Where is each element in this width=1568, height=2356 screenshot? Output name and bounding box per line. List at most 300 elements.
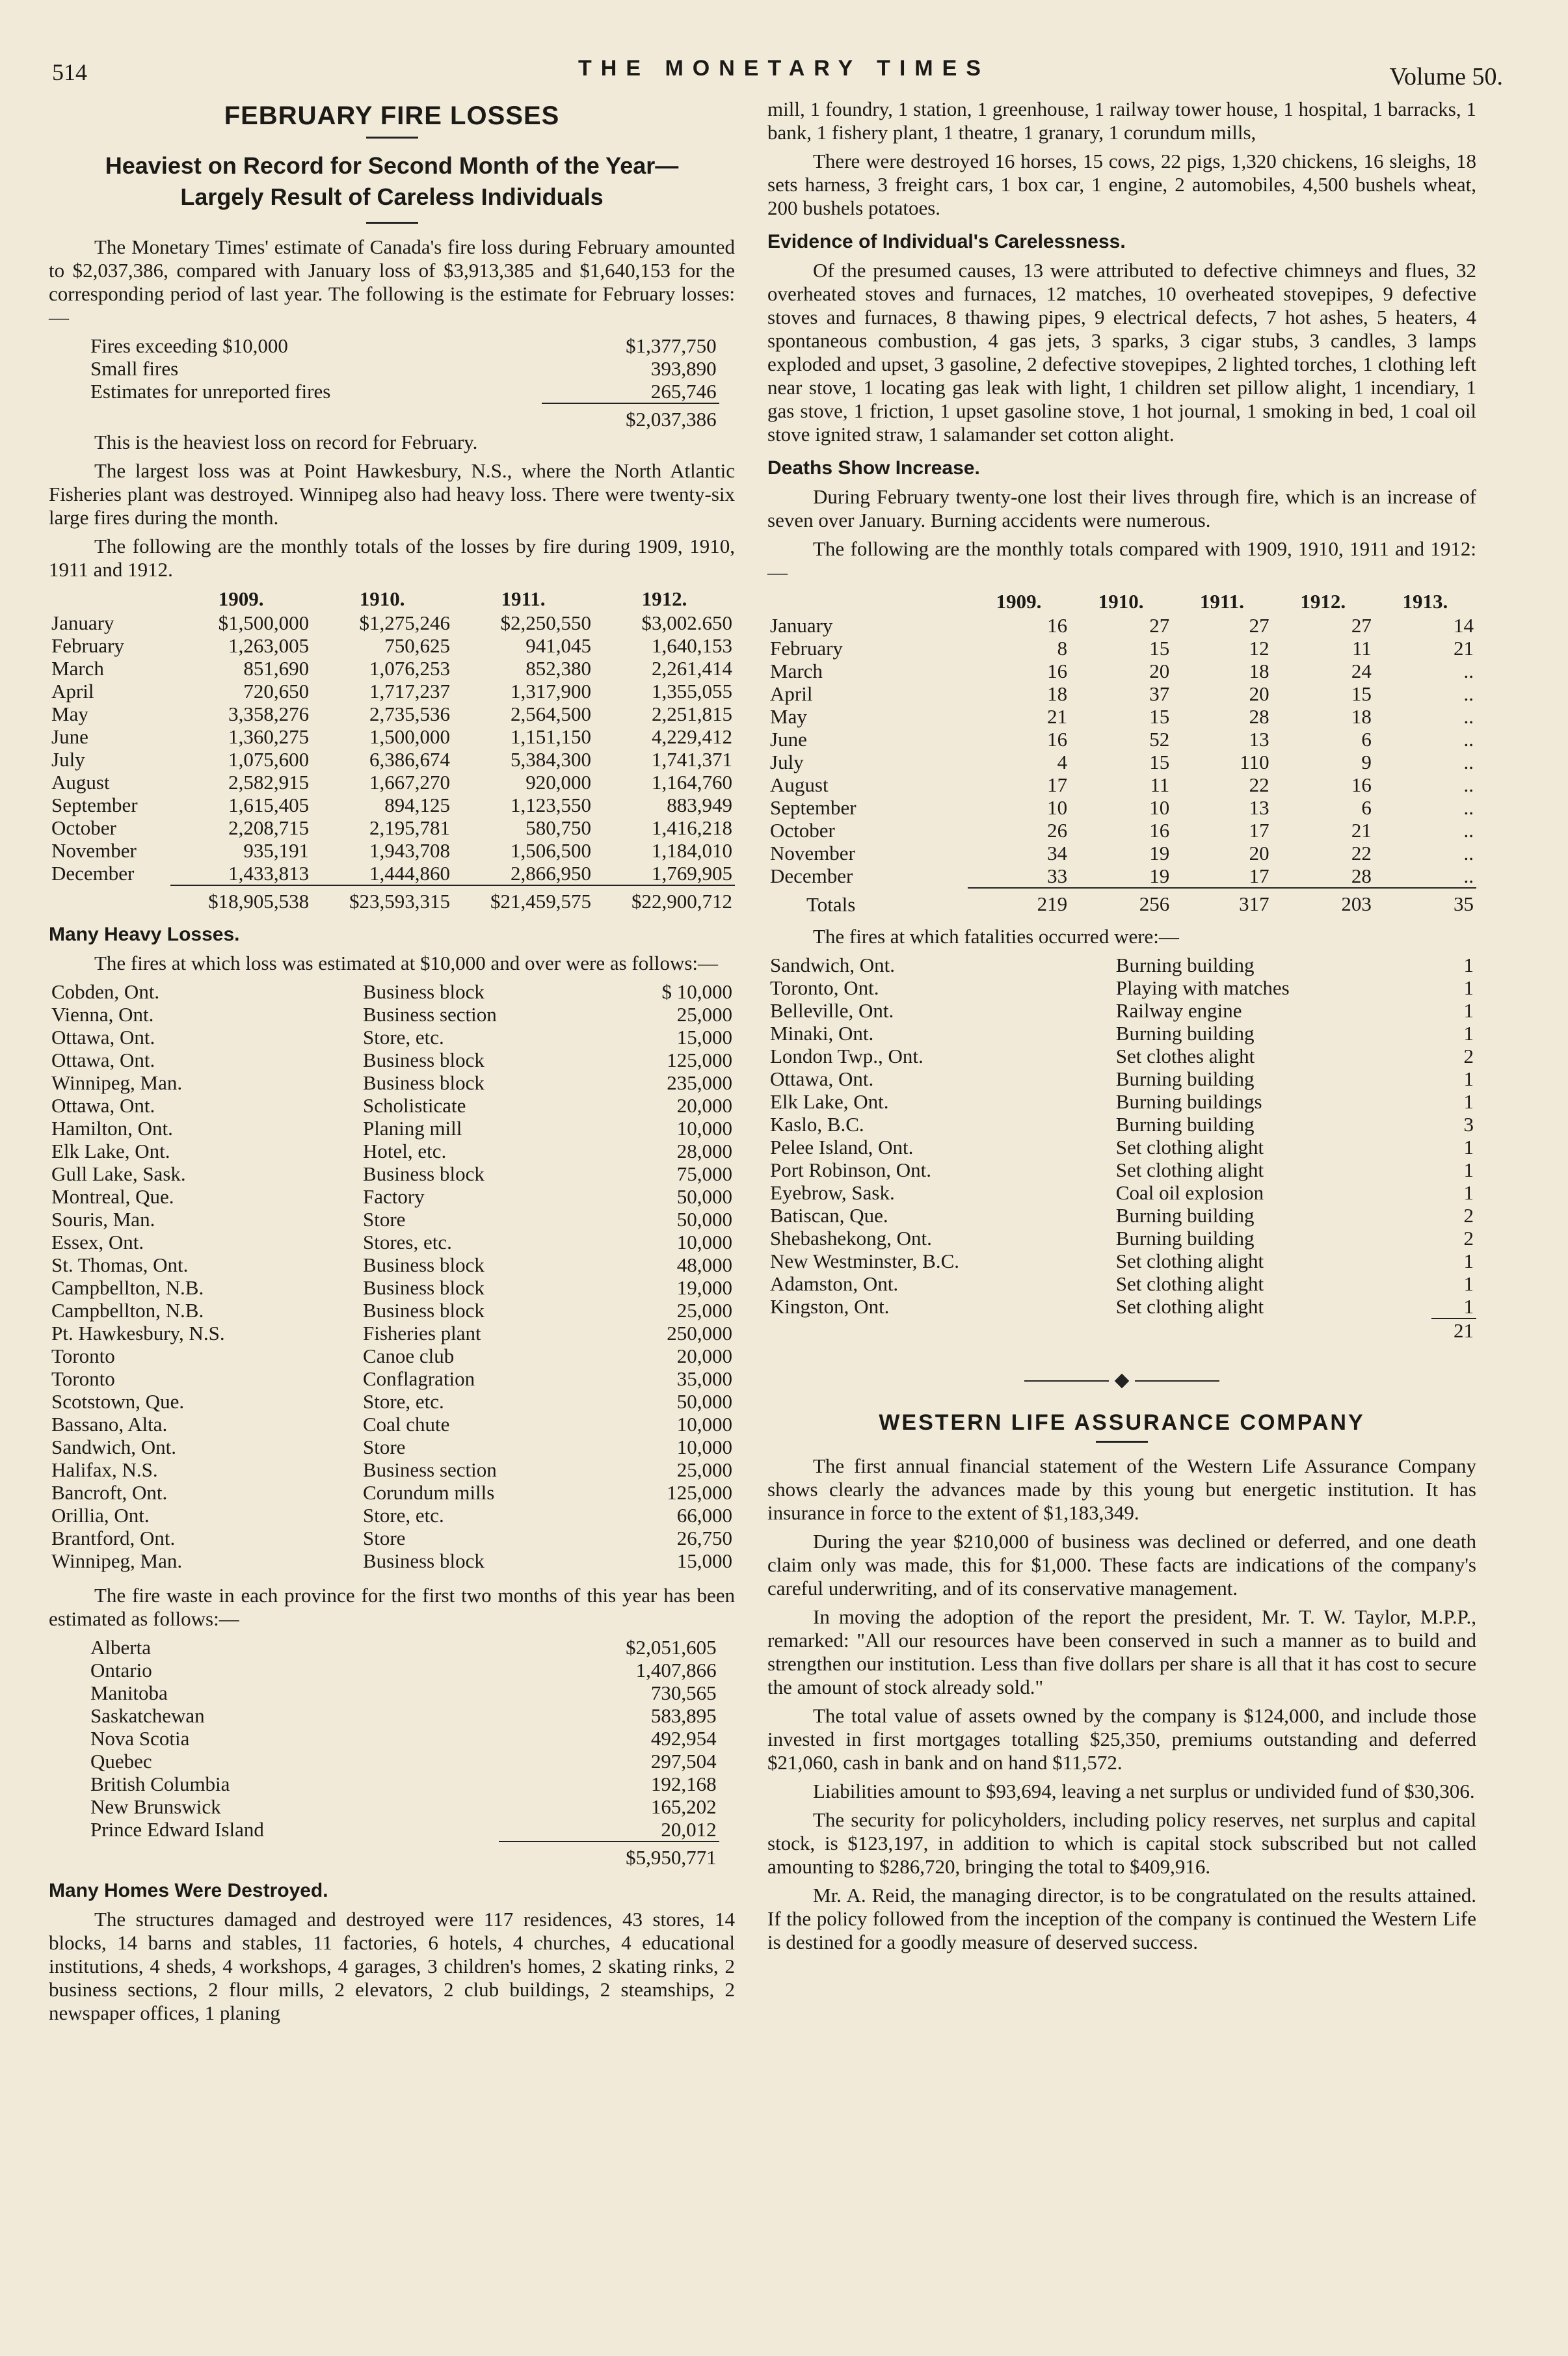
title-rule	[366, 137, 418, 139]
fire-property: Store	[362, 1527, 406, 1549]
fatality-count: 1	[1463, 1181, 1474, 1204]
fire-location: Toronto	[51, 1367, 115, 1390]
loss-value: 851,690	[243, 657, 310, 680]
death-count: 33	[1047, 864, 1068, 887]
heavy-loss-row	[49, 1299, 735, 1322]
summary-total: $2,037,386	[542, 403, 719, 431]
fatality-cause: Burning building	[1115, 1022, 1255, 1045]
fire-location: St. Thomas, Ont.	[51, 1253, 189, 1276]
fire-property: Canoe club	[362, 1345, 455, 1367]
homes-heading: Many Homes Were Destroyed.	[49, 1880, 328, 1901]
deaths-table	[767, 589, 1476, 916]
fire-location: Vienna, Ont.	[51, 1003, 154, 1026]
fatality-count: 1	[1463, 976, 1474, 999]
summary-total-row	[88, 403, 719, 431]
fire-amount: 50,000	[676, 1390, 732, 1413]
fatality-count: 2	[1463, 1227, 1474, 1250]
fatality-location: New Westminster, B.C.	[770, 1250, 960, 1272]
deaths-year-total: 317	[1172, 888, 1271, 916]
loss-value: 1,184,010	[652, 839, 732, 862]
summary-value: $1,377,750	[626, 334, 717, 357]
fire-location: Winnipeg, Man.	[51, 1071, 183, 1094]
deaths-row	[767, 728, 1476, 751]
death-count: ..	[1463, 751, 1474, 773]
death-count: 110	[1240, 751, 1269, 773]
heavy-loss-row	[49, 1253, 735, 1276]
fatality-count: 1	[1463, 954, 1474, 976]
western-life-p3: In moving the adoption of the report the president, Mr. T. W. Taylor, M.P.P., remarked: "All our resources have been conserved in such a manner as to build and strengthen our institution. Less than five dollars per share is all that it has cost to secure the amount of stock already sold."	[767, 1605, 1476, 1698]
fire-amount: 35,000	[676, 1367, 732, 1390]
fire-location: Hamilton, Ont.	[51, 1117, 173, 1140]
fire-amount: 10,000	[676, 1436, 732, 1458]
death-count: 13	[1249, 728, 1269, 751]
province-row	[88, 1681, 719, 1704]
fatality-row	[767, 954, 1476, 976]
fire-property: Store	[362, 1436, 406, 1458]
province-amount: 297,504	[650, 1750, 717, 1773]
death-count: 16	[1047, 660, 1068, 682]
death-count: 19	[1149, 864, 1170, 887]
fire-amount: 66,000	[676, 1504, 732, 1527]
heavy-loss-row	[49, 1413, 735, 1436]
fire-amount: 10,000	[676, 1413, 732, 1436]
fatality-count: 1	[1463, 999, 1474, 1022]
heavy-loss-row	[49, 1071, 735, 1094]
deaths-row	[767, 864, 1476, 888]
summary-label: Estimates for unreported fires	[90, 380, 331, 403]
fatalities-total-row	[767, 1319, 1476, 1342]
fire-location: Cobden, Ont.	[51, 980, 160, 1003]
left-column	[49, 98, 735, 2030]
loss-value: 920,000	[525, 771, 592, 794]
death-count: ..	[1463, 660, 1474, 682]
heavy-loss-row	[49, 1162, 735, 1185]
fire-amount: 19,000	[676, 1276, 732, 1299]
deaths-row	[767, 614, 1476, 637]
death-count: 11	[1150, 773, 1170, 796]
fire-location: Ottawa, Ont.	[51, 1026, 155, 1049]
fatality-row	[767, 1227, 1476, 1250]
fire-amount: 20,000	[676, 1345, 732, 1367]
fire-property: Store, etc.	[362, 1504, 444, 1527]
fatalities-table	[767, 954, 1476, 1342]
death-count: ..	[1463, 842, 1474, 864]
province-amount: 730,565	[650, 1681, 717, 1704]
month-label: October	[770, 819, 835, 842]
fire-property: Business section	[362, 1458, 497, 1481]
monthly-row	[49, 862, 735, 885]
death-count: 21	[1047, 705, 1068, 728]
loss-value: $3,002.650	[641, 611, 732, 634]
deaths-paragraph: During February twenty-one lost their lives through fire, which is an increase of seven over January. Burning accidents were numerous.	[767, 485, 1476, 531]
loss-value: $2,250,550	[500, 611, 592, 634]
intro-paragraph: The Monetary Times' estimate of Canada's fire loss during February amounted to $2,037,386, compared with January loss of $3,913,385 and $1,640,153 for the corresponding period of last year. The following is the estimate for February losses:—	[49, 235, 735, 328]
death-count: 17	[1047, 773, 1068, 796]
fire-location: Campbellton, N.B.	[51, 1299, 204, 1322]
fatality-count: 3	[1463, 1113, 1474, 1136]
fire-location: Gull Lake, Sask.	[51, 1162, 186, 1185]
heavy-loss-row	[49, 1436, 735, 1458]
heavy-loss-row	[49, 1140, 735, 1162]
fatality-row	[767, 1022, 1476, 1045]
death-count: 11	[1351, 637, 1372, 660]
fatality-location: Pelee Island, Ont.	[770, 1136, 914, 1158]
loss-value: 2,195,781	[369, 816, 451, 839]
fire-amount: 48,000	[676, 1253, 732, 1276]
fire-amount: 10,000	[676, 1117, 732, 1140]
death-count: 28	[1351, 864, 1372, 887]
western-life-p2: During the year $210,000 of business was declined or deferred, and one death claim only was made, this for $1,000. These facts are indications of the company's careful underwriting, and of its conservative management.	[767, 1530, 1476, 1600]
western-life-p1: The first annual financial statement of the Western Life Assurance Company shows clearly the advances made by this young but energetic institution. It has insurance in force to the extent of $1,183,349.	[767, 1454, 1476, 1524]
death-count: 14	[1454, 614, 1474, 637]
monthly-row	[49, 725, 735, 748]
death-count: 18	[1249, 660, 1269, 682]
year-total: $22,900,712	[594, 885, 735, 913]
heavy-loss-row	[49, 1117, 735, 1140]
loss-value: 750,625	[384, 634, 451, 657]
death-count: 6	[1361, 728, 1372, 751]
fire-amount: 250,000	[667, 1322, 732, 1345]
fatality-count: 1	[1463, 1272, 1474, 1295]
fire-property: Store	[362, 1208, 406, 1231]
fatality-count: 2	[1463, 1204, 1474, 1227]
fire-location: Orillia, Ont.	[51, 1504, 150, 1527]
heavy-loss-row	[49, 1390, 735, 1413]
fatality-location: Adamston, Ont.	[770, 1272, 899, 1295]
monthly-total-row	[49, 885, 735, 913]
year-header: 1911.	[501, 587, 546, 610]
death-count: 27	[1351, 614, 1372, 637]
fire-amount: 10,000	[676, 1231, 732, 1253]
fire-amount: 26,750	[676, 1527, 732, 1549]
death-count: 20	[1249, 842, 1269, 864]
fatality-count: 1	[1463, 1067, 1474, 1090]
province-intro: The fire waste in each province for the first two months of this year has been estimated as follows:—	[49, 1584, 735, 1630]
western-life-rule	[1096, 1441, 1148, 1443]
fire-property: Stores, etc.	[362, 1231, 452, 1253]
summary-label: Fires exceeding $10,000	[90, 334, 288, 357]
deaths-heading: Deaths Show Increase.	[767, 457, 980, 479]
death-count: 28	[1249, 705, 1269, 728]
deaths-row	[767, 637, 1476, 660]
province-amount: 192,168	[650, 1773, 717, 1795]
month-label: September	[51, 794, 138, 816]
fire-property: Business block	[362, 1549, 485, 1572]
volume-label: Volume 50.	[1389, 63, 1503, 90]
fire-location: Souris, Man.	[51, 1208, 155, 1231]
right-column	[767, 98, 1476, 1959]
monthly-row	[49, 816, 735, 839]
heavy-losses-heading: Many Heavy Losses.	[49, 924, 240, 945]
death-count: 15	[1149, 705, 1170, 728]
province-amount: $2,051,605	[626, 1636, 717, 1659]
livestock-paragraph: There were destroyed 16 horses, 15 cows, 22 pigs, 1,320 chickens, 16 sleighs, 18 sets harness, 3 freight cars, 1 box car, 1 engine, 2 automobiles, 4,500 bushels wheat, 200 bushels potatoes.	[767, 150, 1476, 219]
fatality-location: London Twp., Ont.	[770, 1045, 924, 1067]
month-label: April	[770, 682, 813, 705]
fire-property: Business block	[362, 1049, 485, 1071]
death-count: ..	[1463, 705, 1474, 728]
province-amount: 583,895	[650, 1704, 717, 1727]
fatality-row	[767, 1158, 1476, 1181]
death-count: 13	[1249, 796, 1269, 819]
month-label: April	[51, 680, 94, 703]
province-amount: 165,202	[650, 1795, 717, 1818]
death-count: ..	[1463, 682, 1474, 705]
year-total: $23,593,315	[312, 885, 453, 913]
fire-amount: 25,000	[676, 1458, 732, 1481]
fatality-location: Belleville, Ont.	[770, 999, 894, 1022]
death-count: 27	[1249, 614, 1269, 637]
loss-value: 1,075,600	[228, 748, 310, 771]
fire-amount: 25,000	[676, 1299, 732, 1322]
loss-value: 852,380	[525, 657, 592, 680]
fire-property: Hotel, etc.	[362, 1140, 447, 1162]
loss-value: 935,191	[243, 839, 310, 862]
fatality-row	[767, 1272, 1476, 1295]
death-count: 26	[1047, 819, 1068, 842]
province-name: British Columbia	[90, 1773, 230, 1795]
monthly-row	[49, 703, 735, 725]
month-label: December	[51, 862, 135, 885]
heavy-loss-row	[49, 1458, 735, 1481]
death-count: 17	[1249, 864, 1269, 887]
year-header: 1911.	[1199, 590, 1244, 613]
fatalities-total: 21	[1431, 1319, 1476, 1342]
fire-location: Halifax, N.S.	[51, 1458, 158, 1481]
fatality-row	[767, 1067, 1476, 1090]
deaths-year-total: 203	[1272, 888, 1374, 916]
loss-value: 1,741,371	[652, 748, 732, 771]
death-count: ..	[1463, 728, 1474, 751]
death-count: 12	[1249, 637, 1269, 660]
fire-location: Pt. Hawkesbury, N.S.	[51, 1322, 225, 1345]
death-count: 24	[1351, 660, 1372, 682]
province-amount: 1,407,866	[635, 1659, 717, 1681]
month-label: January	[51, 611, 114, 634]
monthly-row	[49, 771, 735, 794]
province-row	[88, 1636, 719, 1659]
structures-continued: mill, 1 foundry, 1 station, 1 greenhouse, 1 railway tower house, 1 hospital, 1 barracks, 1 bank, 1 fishery plant, 1 theatre, 1 granary, 1 corundum mills,	[767, 98, 1476, 144]
month-label: June	[51, 725, 88, 748]
loss-value: 1,317,900	[511, 680, 592, 703]
province-total-row	[88, 1841, 719, 1869]
heavy-loss-row	[49, 1276, 735, 1299]
heavy-loss-row	[49, 980, 735, 1003]
loss-value: 1,360,275	[228, 725, 310, 748]
fatality-location: Batiscan, Que.	[770, 1204, 888, 1227]
loss-value: 1,717,237	[369, 680, 451, 703]
death-count: 20	[1149, 660, 1170, 682]
fatality-cause: Burning building	[1115, 1227, 1255, 1250]
deaths-row	[767, 682, 1476, 705]
death-count: 19	[1149, 842, 1170, 864]
death-count: 15	[1351, 682, 1372, 705]
deaths-year-total: 35	[1374, 888, 1476, 916]
loss-value: 4,229,412	[652, 725, 732, 748]
province-name: Alberta	[90, 1636, 151, 1659]
month-label: March	[770, 660, 823, 682]
death-count: 15	[1149, 751, 1170, 773]
fire-amount: 25,000	[676, 1003, 732, 1026]
fire-location: Ottawa, Ont.	[51, 1049, 155, 1071]
fire-property: Factory	[362, 1185, 425, 1208]
fatality-row	[767, 976, 1476, 999]
fatality-row	[767, 999, 1476, 1022]
death-count: 20	[1249, 682, 1269, 705]
fatality-count: 1	[1463, 1250, 1474, 1272]
province-name: Prince Edward Island	[90, 1818, 264, 1841]
fire-location: Scotstown, Que.	[51, 1390, 185, 1413]
loss-value: 2,866,950	[511, 862, 592, 885]
monthly-row	[49, 839, 735, 862]
heavy-loss-row	[49, 1322, 735, 1345]
death-count: 37	[1149, 682, 1170, 705]
loss-value: 720,650	[243, 680, 310, 703]
month-label: July	[51, 748, 85, 771]
deaths-row	[767, 796, 1476, 819]
death-count: 18	[1047, 682, 1068, 705]
loss-value: 6,386,674	[369, 748, 451, 771]
loss-value: 1,640,153	[652, 634, 732, 657]
province-name: Saskatchewan	[90, 1704, 205, 1727]
fire-location: Toronto	[51, 1345, 115, 1367]
loss-value: 1,444,860	[369, 862, 451, 885]
evidence-paragraph: Of the presumed causes, 13 were attributed to defective chimneys and flues, 32 overheated stoves and furnaces, 12 matches, 10 overheated stovepipes, 9 defective stoves and furnaces, 8 thawing pipes, 9 electrical defects, 7 hot ashes, 5 heaters, 4 spontaneous combustion, 4 gas jets, 3 sparks, 3 cigar stubs, 3 candles, 3 lamps exploded and upset, 3 gasoline, 2 defective stovepipes, 2 lighted torches, 1 clothing left near stove, 1 locating gas leak with light, 1 children set pillow alight, 1 incendiary, 1 gas stove, 1 friction, 1 upset gasoline stove, 1 hot journal, 1 smoking in bed, 1 coal oil stove ignited straw, 1 salamander set cotton alight.	[767, 259, 1476, 446]
deaths-row	[767, 773, 1476, 796]
fatality-row	[767, 1181, 1476, 1204]
month-label: October	[51, 816, 116, 839]
month-label: May	[51, 703, 88, 725]
deaths-intro: The following are the monthly totals compared with 1909, 1910, 1911 and 1912:—	[767, 537, 1476, 583]
year-header: 1912.	[1300, 590, 1346, 613]
monthly-losses-table	[49, 587, 735, 913]
death-count: 22	[1249, 773, 1269, 796]
fire-amount: 50,000	[676, 1185, 732, 1208]
fire-property: Store, etc.	[362, 1026, 444, 1049]
loss-value: 2,251,815	[652, 703, 732, 725]
western-life-title: WESTERN LIFE ASSURANCE COMPANY	[879, 1410, 1365, 1435]
loss-value: 2,208,715	[228, 816, 310, 839]
province-row	[88, 1818, 719, 1841]
loss-value: 1,263,005	[228, 634, 310, 657]
fire-amount: $ 10,000	[661, 980, 732, 1003]
fire-property: Business block	[362, 1162, 485, 1185]
fire-amount: 50,000	[676, 1208, 732, 1231]
year-header: 1910.	[359, 587, 405, 610]
fatalities-intro: The fires at which fatalities occurred were:—	[813, 925, 1179, 948]
deaths-totals-label: Totals	[806, 893, 856, 916]
fire-amount: 15,000	[676, 1026, 732, 1049]
heavy-loss-row	[49, 1003, 735, 1026]
year-header: 1913.	[1402, 590, 1448, 613]
loss-value: 1,355,055	[652, 680, 732, 703]
heavy-loss-row	[49, 1185, 735, 1208]
fire-property: Business block	[362, 980, 485, 1003]
fatality-location: Port Robinson, Ont.	[770, 1158, 932, 1181]
subtitle-line-1: Heaviest on Record for Second Month of the Year—	[105, 152, 679, 179]
heavy-loss-row	[49, 1049, 735, 1071]
western-life-p6: The security for policyholders, including policy reserves, net surplus and capital stock, is $123,197, in addition to which is capital stock subscribed but not called amounting to $286,720, bringing the total to $409,916.	[767, 1808, 1476, 1878]
deaths-total-row	[767, 888, 1476, 916]
year-header: 1912.	[641, 587, 687, 610]
death-count: 15	[1149, 637, 1170, 660]
death-count: 17	[1249, 819, 1269, 842]
summary-row	[88, 357, 719, 380]
fatality-location: Elk Lake, Ont.	[770, 1090, 889, 1113]
fatality-row	[767, 1204, 1476, 1227]
fire-location: Ottawa, Ont.	[51, 1094, 155, 1117]
summary-table	[88, 334, 719, 431]
heavy-loss-row	[49, 1231, 735, 1253]
fatality-cause: Burning building	[1115, 1067, 1255, 1090]
subtitle-rule	[366, 222, 418, 224]
fire-property: Business block	[362, 1071, 485, 1094]
province-row	[88, 1750, 719, 1773]
western-life-p5: Liabilities amount to $93,694, leaving a net surplus or undivided fund of $30,306.	[813, 1780, 1475, 1802]
monthly-row	[49, 794, 735, 816]
month-label: September	[770, 796, 857, 819]
deaths-row	[767, 660, 1476, 682]
fatality-cause: Burning building	[1115, 954, 1255, 976]
month-label: December	[770, 864, 853, 887]
loss-value: 883,949	[667, 794, 732, 816]
death-count: ..	[1463, 864, 1474, 887]
death-count: 21	[1454, 637, 1474, 660]
death-count: 9	[1361, 751, 1372, 773]
loss-value: 3,358,276	[228, 703, 310, 725]
loss-value: 894,125	[384, 794, 451, 816]
heavy-loss-row	[49, 1549, 735, 1572]
fatality-location: Kingston, Ont.	[770, 1295, 890, 1318]
fatality-location: Sandwich, Ont.	[770, 954, 896, 976]
death-count: 21	[1351, 819, 1372, 842]
death-count: 8	[1057, 637, 1068, 660]
loss-value: 1,433,813	[228, 862, 310, 885]
fire-location: Winnipeg, Man.	[51, 1549, 183, 1572]
fatality-location: Minaki, Ont.	[770, 1022, 874, 1045]
loss-value: 1,615,405	[228, 794, 310, 816]
death-count: 34	[1047, 842, 1068, 864]
death-count: 18	[1351, 705, 1372, 728]
fire-property: Business block	[362, 1299, 485, 1322]
fatality-cause: Playing with matches	[1115, 976, 1290, 999]
death-count: 52	[1149, 728, 1170, 751]
death-count: 27	[1149, 614, 1170, 637]
fatality-location: Eyebrow, Sask.	[770, 1181, 895, 1204]
fatality-row	[767, 1136, 1476, 1158]
deaths-year-total: 256	[1070, 888, 1172, 916]
province-row	[88, 1659, 719, 1681]
fire-property: Scholisticate	[362, 1094, 466, 1117]
deaths-row	[767, 842, 1476, 864]
province-name: New Brunswick	[90, 1795, 221, 1818]
fatality-count: 1	[1463, 1090, 1474, 1113]
fatality-row	[767, 1045, 1476, 1067]
western-life-p4: The total value of assets owned by the company is $124,000, and include those invested in first mortgages totalling $25,350, premiums outstanding and deferred $21,060, cash in bank and on hand $11,572.	[767, 1704, 1476, 1774]
fatality-location: Toronto, Ont.	[770, 976, 879, 999]
fire-amount: 28,000	[676, 1140, 732, 1162]
death-count: 10	[1149, 796, 1170, 819]
month-label: February	[51, 634, 124, 657]
fire-property: Fisheries plant	[362, 1322, 481, 1345]
fatality-location: Kaslo, B.C.	[770, 1113, 864, 1136]
deaths-row	[767, 705, 1476, 728]
province-name: Nova Scotia	[90, 1727, 190, 1750]
province-row	[88, 1773, 719, 1795]
fatality-location: Ottawa, Ont.	[770, 1067, 874, 1090]
heavy-loss-row	[49, 1481, 735, 1504]
death-count: 16	[1149, 819, 1170, 842]
